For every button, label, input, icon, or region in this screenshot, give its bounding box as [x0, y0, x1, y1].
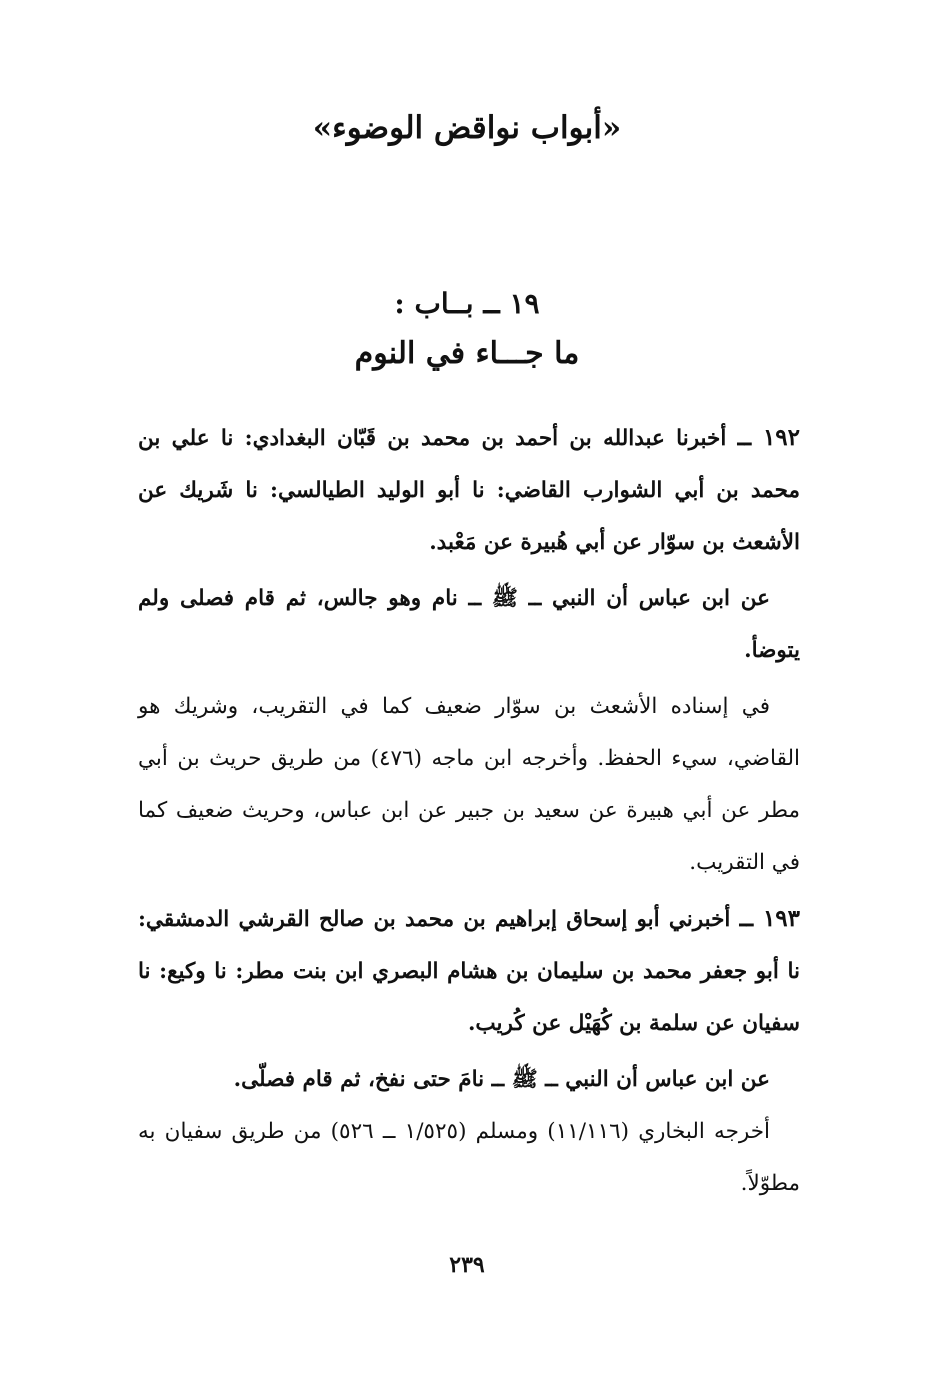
chapter-title: ما جـــاء في النوم [354, 336, 580, 371]
hadith-192-number: ١٩٢ ــ [737, 424, 800, 451]
hadith-193-isnad [138, 893, 800, 1050]
hadith-192-matn: عن ابن عباس أن النبي ــ ﷺ ــ نام وهو جالس، ثم قام فصلى ولم يتوضأ. [138, 586, 800, 663]
hadith-193-note: أخرجه البخاري (١١/١١٦) ومسلم (١/٥٢٥ ــ ٥٢٦) من طريق سفيان به مطوّلاً. [138, 1119, 800, 1196]
hadith-192-note: في إسناده الأشعث بن سوّار ضعيف كما في التقريب، وشريك هو القاضي، سيء الحفظ. وأخرجه ابن ماجه (٤٧٦) من طريق حريث بن أبي مطر عن أبي هبيرة عن سعيد بن جبير عن ابن عباس، وحريث ضعيف كما في التقريب. [138, 694, 801, 875]
chapter-heading [0, 284, 934, 376]
hadith-192-isnad-text: أخبرنا عبدالله بن أحمد بن محمد بن قَبّان البغدادي: نا علي بن محمد بن أبي الشوارب القاضي: نا أبو الوليد الطيالسي: نا شَريك عن الأشعث بن سوّار عن أبي هُبيرة عن مَعْبد. [138, 426, 800, 555]
running-title: «أبواب نواقض الوضوء» [312, 110, 622, 146]
hadith-193-isnad-text: أخبرني أبو إسحاق إبراهيم بن محمد بن صالح القرشي الدمشقي: نا أبو جعفر محمد بن سليمان بن هشام البصري ابن بنت مطر: نا وكيع: نا سفيان عن سلمة بن كُهَيْل عن كُريب. [138, 907, 800, 1036]
page-number: ٢٣٩ [449, 1252, 485, 1278]
page-body [138, 412, 800, 1210]
hadith-193-number: ١٩٣ ــ [739, 905, 800, 932]
chapter-number: ١٩ ــ بــاب : [394, 287, 540, 320]
hadith-193-matn: عن ابن عباس أن النبي ــ ﷺ ــ نامَ حتى نفخ، ثم قام فصلّى. [233, 1067, 770, 1092]
hadith-192-isnad [138, 412, 800, 569]
